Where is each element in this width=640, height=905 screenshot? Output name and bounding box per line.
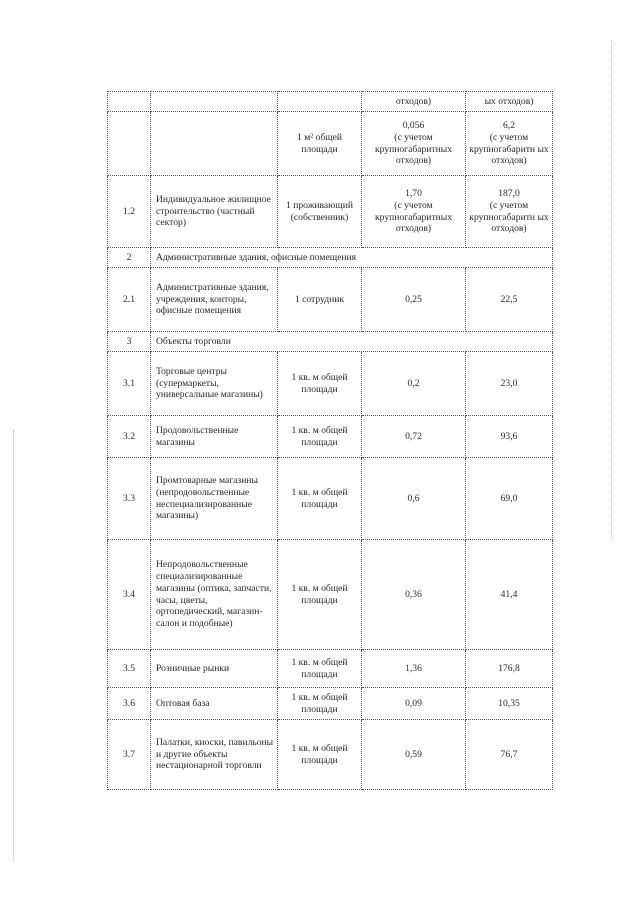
row-value-2: 187,0 (с учетом крупногабаритн ых отходов) xyxy=(466,176,553,248)
row-number: 2.1 xyxy=(108,268,151,332)
section-number: 3 xyxy=(108,332,151,352)
row-number: 3.1 xyxy=(108,352,151,416)
table-row xyxy=(108,540,553,650)
row-value-2: 41,4 xyxy=(466,540,553,650)
row-unit: 1 м² общей площади xyxy=(278,112,362,176)
row-name xyxy=(151,112,278,176)
row-value-1: 0,36 xyxy=(362,540,466,650)
table-row xyxy=(108,650,553,688)
section-row xyxy=(108,248,553,268)
row-unit xyxy=(278,92,362,112)
row-name: Торговые центры (супермаркеты, универсальные магазины) xyxy=(151,352,278,416)
row-value-1: 0,2 xyxy=(362,352,466,416)
row-value-1: 1,36 xyxy=(362,650,466,688)
row-unit: 1 сотрудник xyxy=(278,268,362,332)
section-title: Административные здания, офисные помещения xyxy=(151,248,553,268)
row-number: 3.6 xyxy=(108,688,151,720)
row-unit: 1 кв. м общей площади xyxy=(278,720,362,790)
row-name: Оптовая база xyxy=(151,688,278,720)
row-value-2: ых отходов) xyxy=(466,92,553,112)
row-value-2: 69,0 xyxy=(466,458,553,540)
row-name: Продовольственные магазины xyxy=(151,416,278,458)
scan-edge-left xyxy=(13,430,14,860)
row-value-1: 0,59 xyxy=(362,720,466,790)
row-number: 3.3 xyxy=(108,458,151,540)
row-unit: 1 проживающий (собственник) xyxy=(278,176,362,248)
table-body xyxy=(108,92,553,790)
table-row xyxy=(108,352,553,416)
row-number: 3.4 xyxy=(108,540,151,650)
row-value-2: 10,35 xyxy=(466,688,553,720)
section-number: 2 xyxy=(108,248,151,268)
row-unit: 1 кв. м общей площади xyxy=(278,416,362,458)
row-number xyxy=(108,92,151,112)
table-row xyxy=(108,688,553,720)
row-value-1: 0,056 (с учетом крупногабаритных отходов) xyxy=(362,112,466,176)
section-row xyxy=(108,332,553,352)
row-number: 3.2 xyxy=(108,416,151,458)
row-value-1: отходов) xyxy=(362,92,466,112)
row-unit: 1 кв. м общей площади xyxy=(278,352,362,416)
row-name: Индивидуальное жилищное строительство (частный сектор) xyxy=(151,176,278,248)
table-row xyxy=(108,720,553,790)
section-title: Объекты торговли xyxy=(151,332,553,352)
row-value-2: 23,0 xyxy=(466,352,553,416)
row-name: Промтоварные магазины (непродовольственные неспециализированные магазины) xyxy=(151,458,278,540)
row-name: Непродовольственные специализированные магазины (оптика, запчасти, часы, цветы, ортопедический, магазин-салон и подобные) xyxy=(151,540,278,650)
row-number: 1.2 xyxy=(108,176,151,248)
table-row xyxy=(108,268,553,332)
row-unit: 1 кв. м общей площади xyxy=(278,688,362,720)
row-unit: 1 кв. м общей площади xyxy=(278,458,362,540)
row-unit: 1 кв. м общей площади xyxy=(278,650,362,688)
scan-edge-right xyxy=(611,40,612,540)
row-unit: 1 кв. м общей площади xyxy=(278,540,362,650)
table-row xyxy=(108,176,553,248)
row-value-1: 0,72 xyxy=(362,416,466,458)
row-value-1: 0,09 xyxy=(362,688,466,720)
row-name xyxy=(151,92,278,112)
row-value-2: 93,6 xyxy=(466,416,553,458)
row-number xyxy=(108,112,151,176)
row-name: Административные здания, учреждения, конторы, офисные помещения xyxy=(151,268,278,332)
table-row xyxy=(108,458,553,540)
row-value-1: 0,6 xyxy=(362,458,466,540)
row-name: Палатки, киоски, павильоны и другие объекты нестационарной торговли xyxy=(151,720,278,790)
row-number: 3.7 xyxy=(108,720,151,790)
row-number: 3.5 xyxy=(108,650,151,688)
row-value-1: 1,70 (с учетом крупногабаритных отходов) xyxy=(362,176,466,248)
row-name: Розничные рынки xyxy=(151,650,278,688)
row-value-1: 0,25 xyxy=(362,268,466,332)
row-value-2: 176,8 xyxy=(466,650,553,688)
row-value-2: 76,7 xyxy=(466,720,553,790)
waste-norms-table xyxy=(107,91,553,790)
table-row xyxy=(108,416,553,458)
header-row xyxy=(108,92,553,112)
header-row xyxy=(108,112,553,176)
row-value-2: 22,5 xyxy=(466,268,553,332)
row-value-2: 6,2 (с учетом крупногабаритн ых отходов) xyxy=(466,112,553,176)
